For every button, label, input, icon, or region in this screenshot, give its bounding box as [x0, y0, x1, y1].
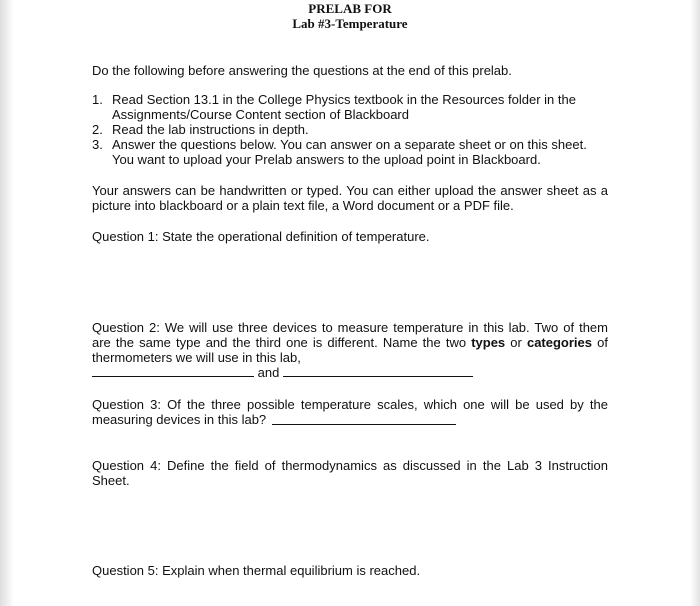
header-line-1: PRELAB FOR [308, 1, 392, 16]
question-2 [92, 320, 608, 365]
question-3: Question 3: Of the three possible temperature scales, which one will be used by the measuring devices in this lab? [92, 397, 608, 427]
question-2-or: or [505, 335, 527, 350]
step-2-text: Read the lab instructions in depth. [112, 122, 309, 137]
question-2-bold-types: types [471, 335, 506, 350]
intro-text: Do the following before answering the questions at the end of this prelab. [92, 63, 512, 78]
answer-blank-2[interactable] [283, 365, 473, 377]
step-1-number: 1. [92, 92, 103, 107]
step-3-number: 3. [92, 137, 103, 152]
question-2-bold-categories: categories [526, 335, 593, 350]
question-4: Question 4: Define the field of thermodynamics as discussed in the Lab 3 Instruction Sheet. [92, 458, 608, 488]
header-line-2: Lab #3-Temperature [292, 16, 408, 31]
step-3-text: Answer the questions below. You can answer on a separate sheet or on this sheet. You want to upload your Prelab answers to the upload point in Blackboard. [112, 137, 587, 167]
step-1-text: Read Section 13.1 in the College Physics textbook in the Resources folder in the Assignments/Course Content section of Blackboard [112, 92, 576, 122]
question-2-text-a: Question 2: We will use three devices to measure temperature in this lab. Two of them are the same type and the third one is different. Name the two [92, 320, 608, 350]
step-2-number: 2. [92, 122, 103, 137]
answers-note: Your answers can be handwritten or typed. You can either upload the answer sheet as a picture into blackboard or a plain text file, a Word document or a PDF file. [92, 183, 608, 213]
question-2-answer-line [92, 365, 473, 380]
page-shadow-left [0, 0, 14, 606]
question-1: Question 1: State the operational definition of temperature. [92, 229, 430, 244]
question-5: Question 5: Explain when thermal equilibrium is reached. [92, 563, 421, 578]
question-3-answer-blank[interactable] [272, 413, 456, 425]
answer-blank-1[interactable] [92, 365, 254, 377]
question-2-text-b: of thermometers we will use in this lab, [92, 335, 608, 365]
page-shadow-right [690, 0, 700, 606]
question-2-and: and [257, 365, 280, 380]
